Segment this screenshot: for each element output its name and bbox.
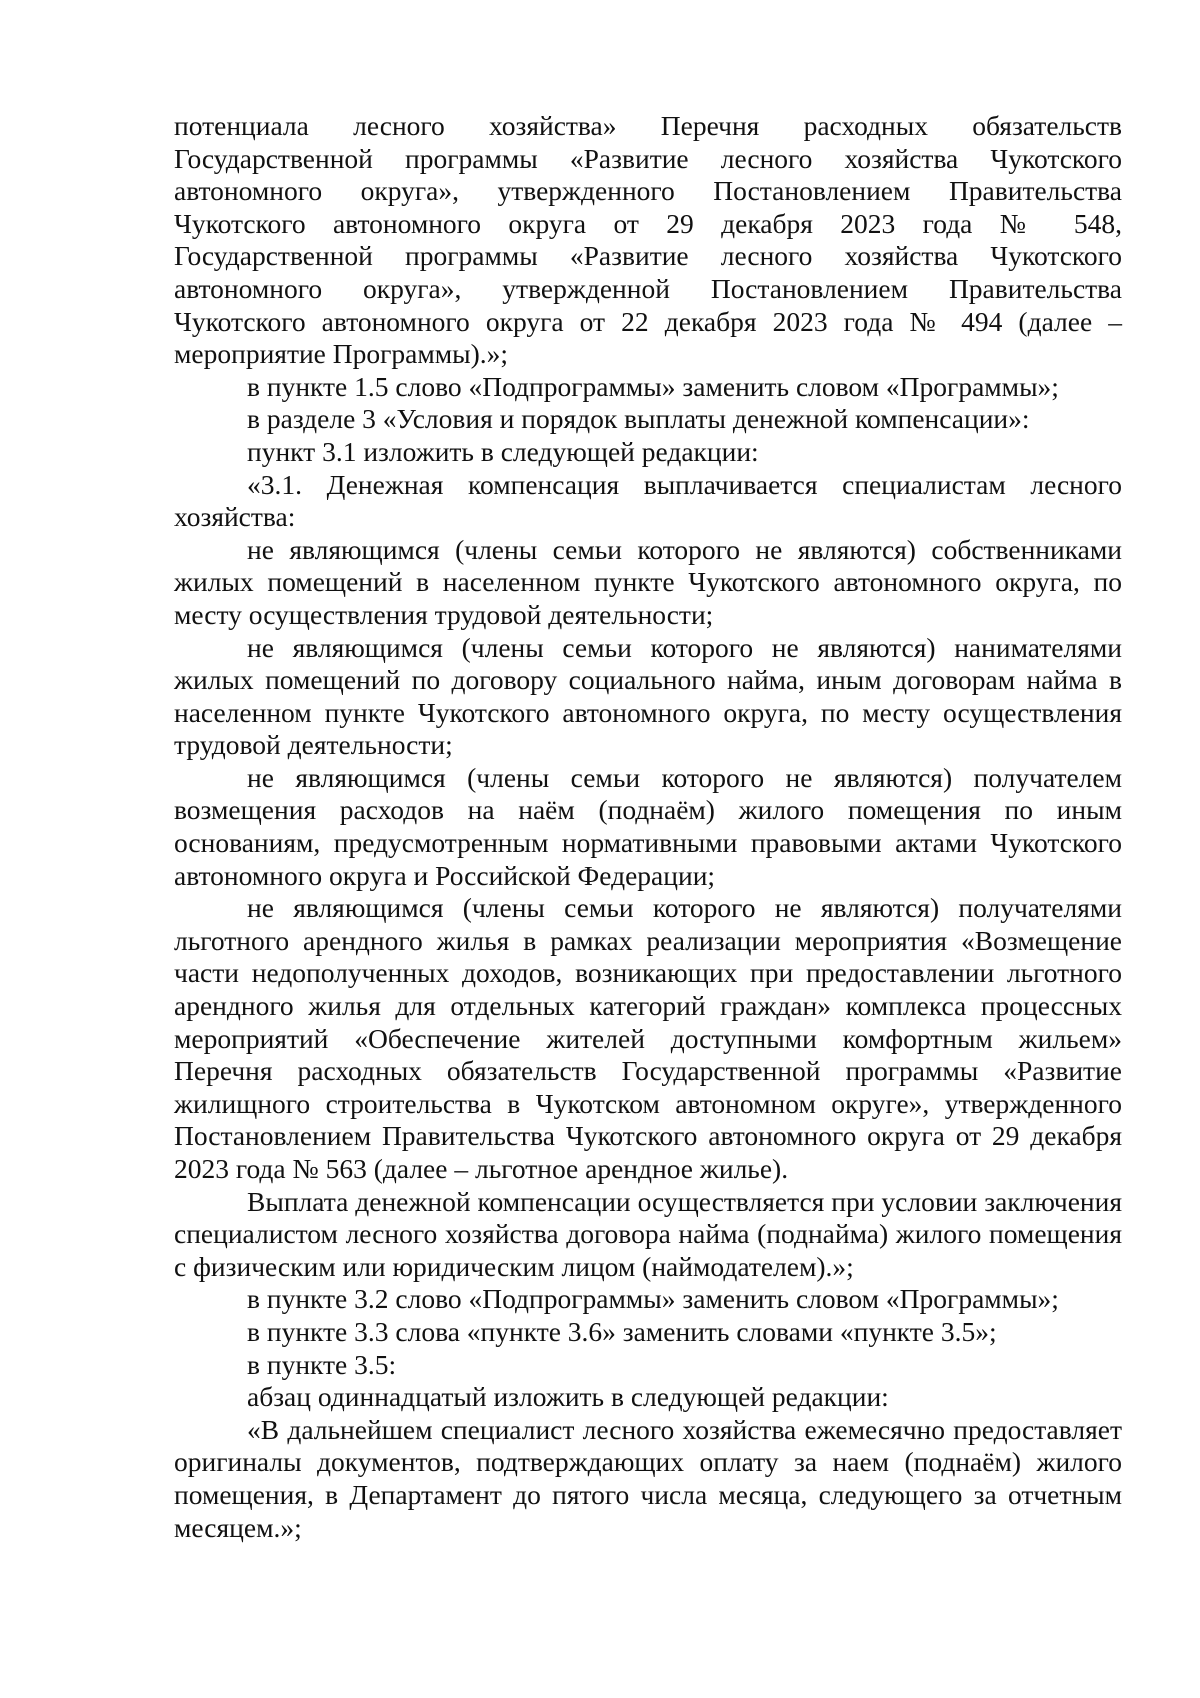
paragraph-condition-owners: не являющимся (члены семьи которого не являются) собственниками жилых помещений в населенном пункте Чукотского автономного округа, по месту осуществления трудовой деятельности; [174, 533, 1122, 630]
paragraph-section-3: в разделе 3 «Условия и порядок выплаты денежной компенсации»: [247, 403, 1030, 435]
paragraph-item-3-5: в пункте 3.5: [247, 1348, 397, 1380]
paragraph-condition-preferential-housing: не являющимся (члены семьи которого не являются) получателями льготного арендного жилья в рамках реализации мероприятия «Возмещение части недополученных доходов, возникающих при предоставлении льготного арендного жилья для отдельных категорий граждан» комплекса процессных мероприятий «Обеспечение жителей доступными комфортным жильем» Перечня расходных обязательств Государственной программы «Развитие жилищного строительства в Чукотском автономном округе», утвержденного Постановлением Правительства Чукотского автономного округа от 29 декабря 2023 года № 563 (далее – льготное арендное жилье). [174, 892, 1122, 1184]
paragraph-condition-tenants: не являющимся (члены семьи которого не являются) нанимателями жилых помещений по договору социального найма, иным договорам найма в населенном пункте Чукотского автономного округа, по месту осуществления трудовой деятельности; [174, 631, 1122, 761]
paragraph-item-3-3: в пункте 3.3 слова «пункте 3.6» заменить словами «пункте 3.5»; [247, 1315, 997, 1347]
paragraph-eleventh-abzac: абзац одиннадцатый изложить в следующей редакции: [247, 1381, 889, 1413]
paragraph-payment-condition: Выплата денежной компенсации осуществляется при условии заключения специалистом лесного хозяйства договора найма (поднайма) жилого помещения с физическим или юридическим лицом (наймодателем).»; [174, 1185, 1122, 1282]
paragraph-item-3-2: в пункте 3.2 слово «Подпрограммы» заменить словом «Программы»; [247, 1283, 1059, 1315]
paragraph-monthly-documents: «В дальнейшем специалист лесного хозяйства ежемесячно предоставляет оригиналы документов, подтверждающих оплату за наем (поднаём) жилого помещения, в Департамент до пятого числа месяца, следующего за отчетным месяцем.»; [174, 1413, 1122, 1543]
paragraph-item-1-5: в пункте 1.5 слово «Подпрограммы» заменить словом «Программы»; [247, 370, 1059, 402]
paragraph-item-3-1-text: «3.1. Денежная компенсация выплачивается специалистам лесного хозяйства: [174, 468, 1122, 533]
paragraph-condition-reimbursement: не являющимся (члены семьи которого не являются) получателем возмещения расходов на наём (поднаём) жилого помещения по иным основаниям, предусмотренным нормативными правовыми актами Чукотского автономного округа и Российской Федерации; [174, 761, 1122, 891]
paragraph-continuation: потенциала лесного хозяйства» Перечня расходных обязательств Государственной программы «Развитие лесного хозяйства Чукотского автономного округа», утвержденного Постановлением Правительства Чукотского автономного округа от 29 декабря 2023 года № 548, Государственной программы «Развитие лесного хозяйства Чукотского автономного округа», утвержденной Постановлением Правительства Чукотского автономного округа от 22 декабря 2023 года № 494 (далее – мероприятие Программы).»; [174, 110, 1122, 370]
document-body [174, 110, 1122, 1544]
paragraph-item-3-1-intro: пункт 3.1 изложить в следующей редакции: [247, 435, 759, 467]
